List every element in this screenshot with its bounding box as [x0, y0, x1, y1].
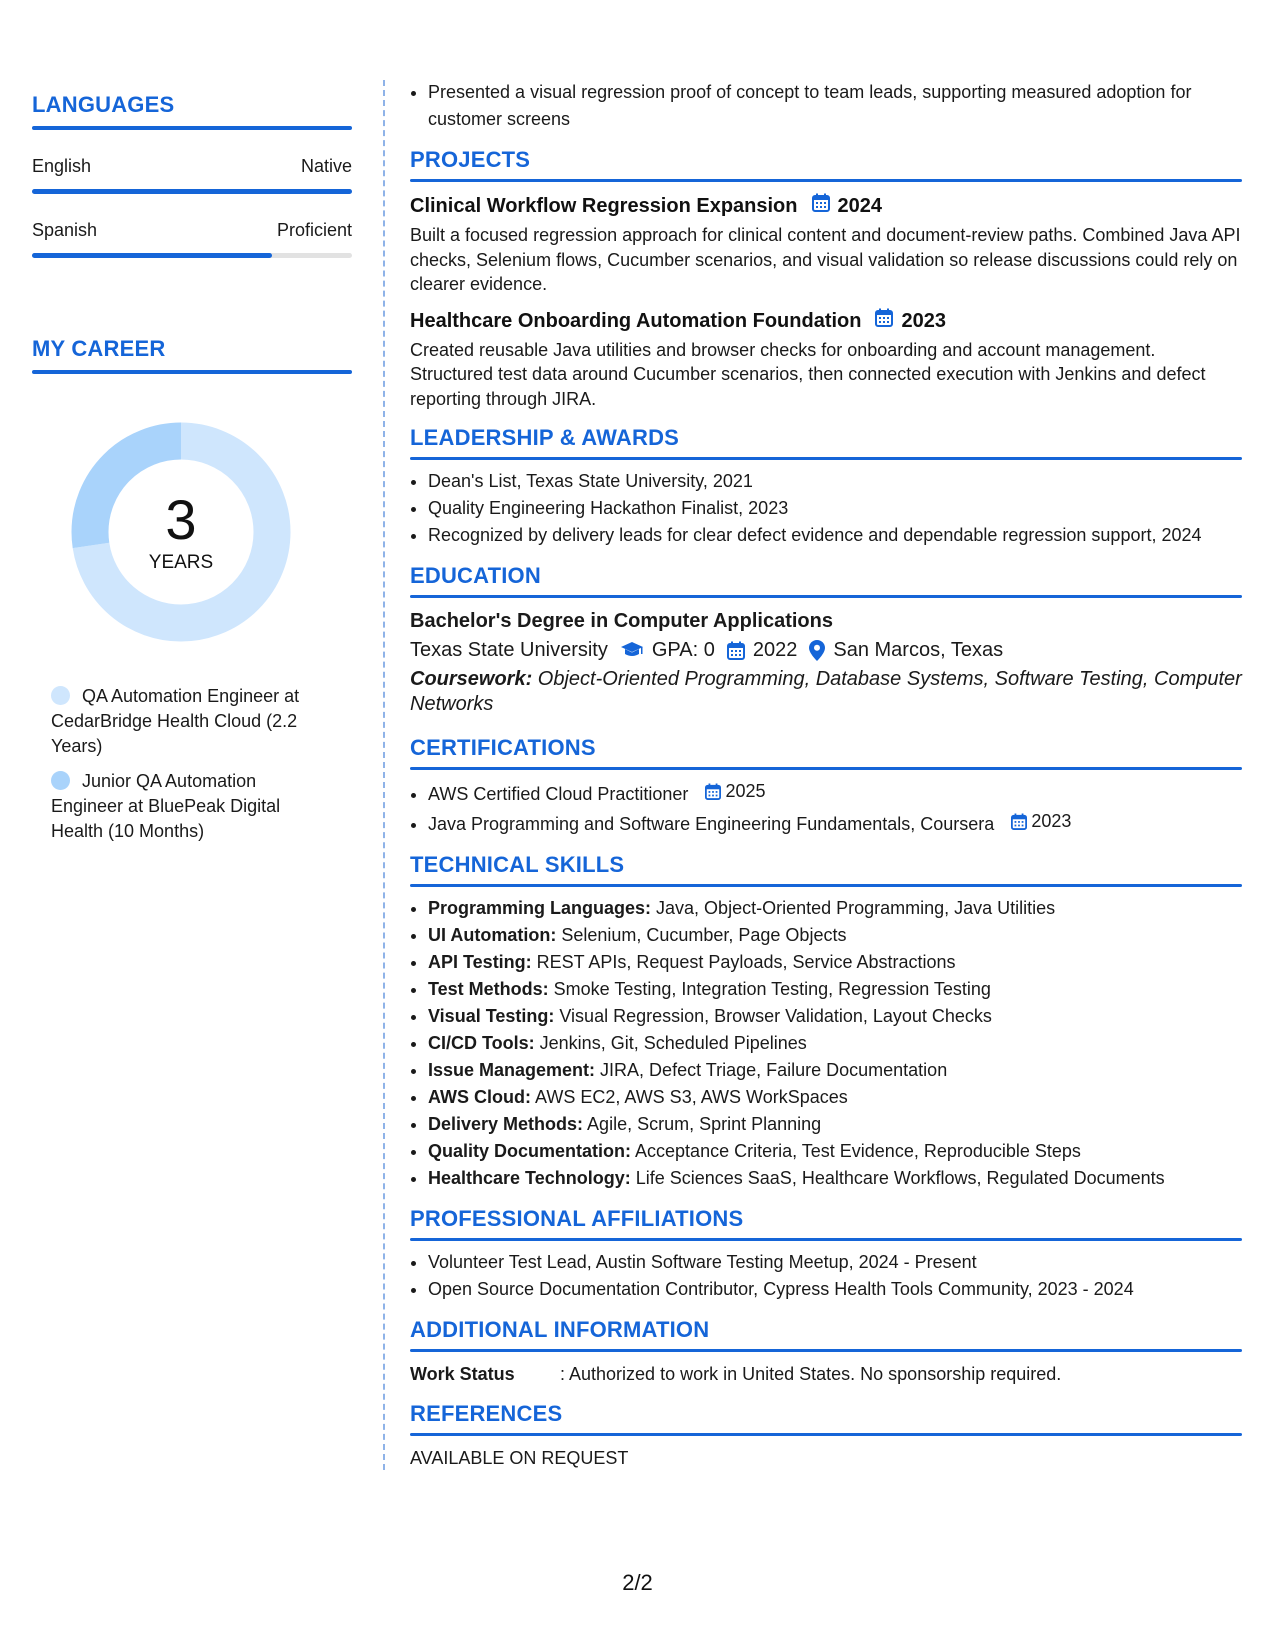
- coursework-label: Coursework:: [410, 668, 533, 690]
- certifications-section: [410, 735, 1242, 838]
- skill-value: Agile, Scrum, Sprint Planning: [583, 1114, 822, 1134]
- skill-label: Test Methods:: [428, 979, 549, 999]
- education-details: [410, 635, 1242, 665]
- language-name: Spanish: [32, 220, 98, 240]
- education-gpa: GPA: 0: [651, 639, 715, 661]
- section-rule: [410, 767, 1242, 770]
- legend-label: QA Automation Engineer at CedarBridge Health Cloud (2.2 Years): [51, 686, 300, 756]
- language-level: Proficient: [276, 220, 352, 240]
- skill-value: Java, Object-Oriented Programming, Java Utilities: [651, 898, 1056, 918]
- certification-name: Java Programming and Software Engineering Fundamentals, Coursera: [428, 814, 995, 834]
- work-status-row: [410, 1361, 1242, 1387]
- references-text: AVAILABLE ON REQUEST: [410, 1448, 629, 1468]
- skill-value: AWS EC2, AWS S3, AWS WorkSpaces: [530, 1087, 848, 1107]
- project-year: 2023: [901, 309, 946, 332]
- language-level: Native: [300, 156, 352, 176]
- skill-label: UI Automation:: [428, 925, 557, 945]
- skill-label: AWS Cloud:: [428, 1087, 531, 1107]
- list-item: • Recognized by delivery leads for clear defect evidence and dependable regression support, 2024: [428, 522, 1242, 549]
- skill-item: [428, 922, 1242, 949]
- career-legend: [51, 684, 321, 844]
- language-bar: [32, 189, 352, 194]
- list-item: • Volunteer Test Lead, Austin Software Testing Meetup, 2024 - Present: [428, 1249, 1242, 1276]
- skill-item: [428, 1165, 1242, 1192]
- skills-list: [410, 895, 1242, 1192]
- legend-item: [51, 684, 321, 759]
- affiliations-section: [410, 1206, 1242, 1303]
- project-name: Clinical Workflow Regression Expansion: [410, 195, 798, 217]
- career-years-value: 3: [165, 488, 197, 551]
- skill-value: Jenkins, Git, Scheduled Pipelines: [534, 1033, 807, 1053]
- skill-label: Delivery Methods:: [428, 1114, 584, 1134]
- skill-item: [428, 1003, 1242, 1030]
- skill-item: [428, 976, 1242, 1003]
- certifications-list: [410, 778, 1242, 838]
- calendar-icon: [705, 783, 721, 800]
- work-status-value: : Authorized to work in United States. No sponsorship required.: [560, 1364, 1062, 1384]
- additional-section: [410, 1317, 1242, 1387]
- legend-label: Junior QA Automation Engineer at BluePeak Digital Health (10 Months): [51, 771, 281, 841]
- education-section: [410, 563, 1242, 717]
- column-divider: [383, 80, 385, 1470]
- work-status-label: Work Status: [410, 1364, 515, 1384]
- section-rule: [410, 457, 1242, 460]
- certification-year: 2025: [725, 781, 766, 801]
- skill-item: [428, 1057, 1242, 1084]
- skill-label: Programming Languages:: [428, 898, 652, 918]
- affiliations-title: PROFESSIONAL AFFILIATIONS: [410, 1206, 744, 1231]
- calendar-icon: [727, 641, 745, 660]
- leadership-title: LEADERSHIP & AWARDS: [410, 425, 680, 450]
- language-item: [32, 156, 352, 194]
- career-rule: [32, 370, 352, 374]
- language-bar-fill: [32, 253, 272, 258]
- legend-dot: [51, 686, 70, 705]
- education-degree: Bachelor's Degree in Computer Applications: [410, 610, 833, 632]
- leadership-section: [410, 425, 1242, 549]
- skill-item: [428, 1111, 1242, 1138]
- skill-label: Visual Testing:: [428, 1006, 555, 1026]
- certification-year: 2023: [1031, 811, 1072, 831]
- skill-value: REST APIs, Request Payloads, Service Abstractions: [531, 952, 956, 972]
- project-name: Healthcare Onboarding Automation Foundation: [410, 309, 862, 332]
- list-item: • Open Source Documentation Contributor, Cypress Health Tools Community, 2023 - 2024: [428, 1276, 1242, 1303]
- project-description: Built a focused regression approach for clinical content and document-review paths. Combined Java API checks, Selenium flows, Cucumber scenarios, and visual validation so release discussions could rely on clearer evidence.: [410, 225, 1241, 294]
- section-rule: [410, 595, 1242, 598]
- career-donut: [67, 418, 295, 646]
- skill-item: [428, 1138, 1242, 1165]
- additional-title: ADDITIONAL INFORMATION: [410, 1317, 710, 1342]
- skill-label: Quality Documentation:: [428, 1141, 632, 1161]
- list-item: [428, 778, 1242, 808]
- donut-center: [67, 418, 295, 646]
- project-item: [410, 307, 1242, 412]
- language-name: English: [32, 156, 92, 176]
- location-pin-icon: [809, 640, 825, 661]
- section-rule: [410, 179, 1242, 182]
- list-item: [428, 808, 1242, 838]
- list-item: • Dean's List, Texas State University, 2021: [428, 468, 1242, 495]
- references-section: [410, 1401, 1242, 1469]
- language-item: [32, 220, 352, 258]
- languages-rule: [32, 126, 352, 130]
- skill-label: Healthcare Technology:: [428, 1168, 631, 1188]
- legend-item: [51, 769, 321, 844]
- project-description: Created reusable Java utilities and browser checks for onboarding and account management. Structured test data around Cucumber scenarios, then connected execution with Jenkins and defect reporting through JIRA.: [410, 339, 1206, 409]
- list-item: • Presented a visual regression proof of concept to team leads, supporting measured adoption for customer screens: [428, 79, 1242, 133]
- education-year: 2022: [752, 639, 798, 661]
- project-year: 2024: [837, 195, 882, 217]
- language-bar-fill: [32, 189, 352, 194]
- projects-section: [410, 147, 1242, 411]
- skill-label: Issue Management:: [428, 1060, 596, 1080]
- skill-label: API Testing:: [428, 952, 532, 972]
- calendar-icon: [812, 192, 830, 220]
- skills-section: [410, 852, 1242, 1192]
- calendar-icon: [1011, 813, 1027, 830]
- skill-value: Acceptance Criteria, Test Evidence, Reproducible Steps: [631, 1141, 1081, 1161]
- section-rule: [410, 1433, 1242, 1436]
- skill-value: Life Sciences SaaS, Healthcare Workflows, Regulated Documents: [630, 1168, 1165, 1188]
- section-rule: [410, 1238, 1242, 1241]
- coursework-list: Object-Oriented Programming, Database Systems, Software Testing, Computer Networks: [410, 668, 1242, 715]
- section-rule: [410, 884, 1242, 887]
- graduation-cap-icon: [620, 641, 644, 659]
- certification-name: AWS Certified Cloud Practitioner: [428, 784, 689, 804]
- skill-item: [428, 949, 1242, 976]
- certifications-title: CERTIFICATIONS: [410, 735, 596, 760]
- right-column: [410, 79, 1242, 1469]
- skill-value: JIRA, Defect Triage, Failure Documentation: [595, 1060, 948, 1080]
- career-years-unit: YEARS: [148, 552, 214, 573]
- experience-bullets: [410, 79, 1242, 133]
- skill-value: Smoke Testing, Integration Testing, Regression Testing: [548, 979, 991, 999]
- career-title: MY CAREER: [32, 336, 166, 361]
- skill-item: [428, 895, 1242, 922]
- skills-title: TECHNICAL SKILLS: [410, 852, 625, 877]
- section-rule: [410, 1349, 1242, 1352]
- skill-item: [428, 1084, 1242, 1111]
- left-column: [32, 92, 352, 854]
- skill-item: [428, 1030, 1242, 1057]
- language-bar: [32, 253, 352, 258]
- list-item: • Quality Engineering Hackathon Finalist, 2023: [428, 495, 1242, 522]
- languages-title: LANGUAGES: [32, 92, 175, 117]
- education-school: Texas State University: [410, 639, 608, 661]
- leadership-list: [410, 468, 1242, 549]
- skill-label: CI/CD Tools:: [428, 1033, 535, 1053]
- education-location: San Marcos, Texas: [833, 639, 1004, 661]
- projects-title: PROJECTS: [410, 147, 531, 172]
- affiliations-list: [410, 1249, 1242, 1303]
- legend-dot: [51, 771, 70, 790]
- calendar-icon: [875, 307, 893, 335]
- project-item: [410, 192, 1242, 297]
- references-title: REFERENCES: [410, 1401, 563, 1426]
- page-number: 2/2: [622, 1570, 653, 1595]
- education-title: EDUCATION: [410, 563, 541, 588]
- skill-value: Visual Regression, Browser Validation, Layout Checks: [554, 1006, 992, 1026]
- skill-value: Selenium, Cucumber, Page Objects: [556, 925, 847, 945]
- education-coursework: [410, 667, 1242, 717]
